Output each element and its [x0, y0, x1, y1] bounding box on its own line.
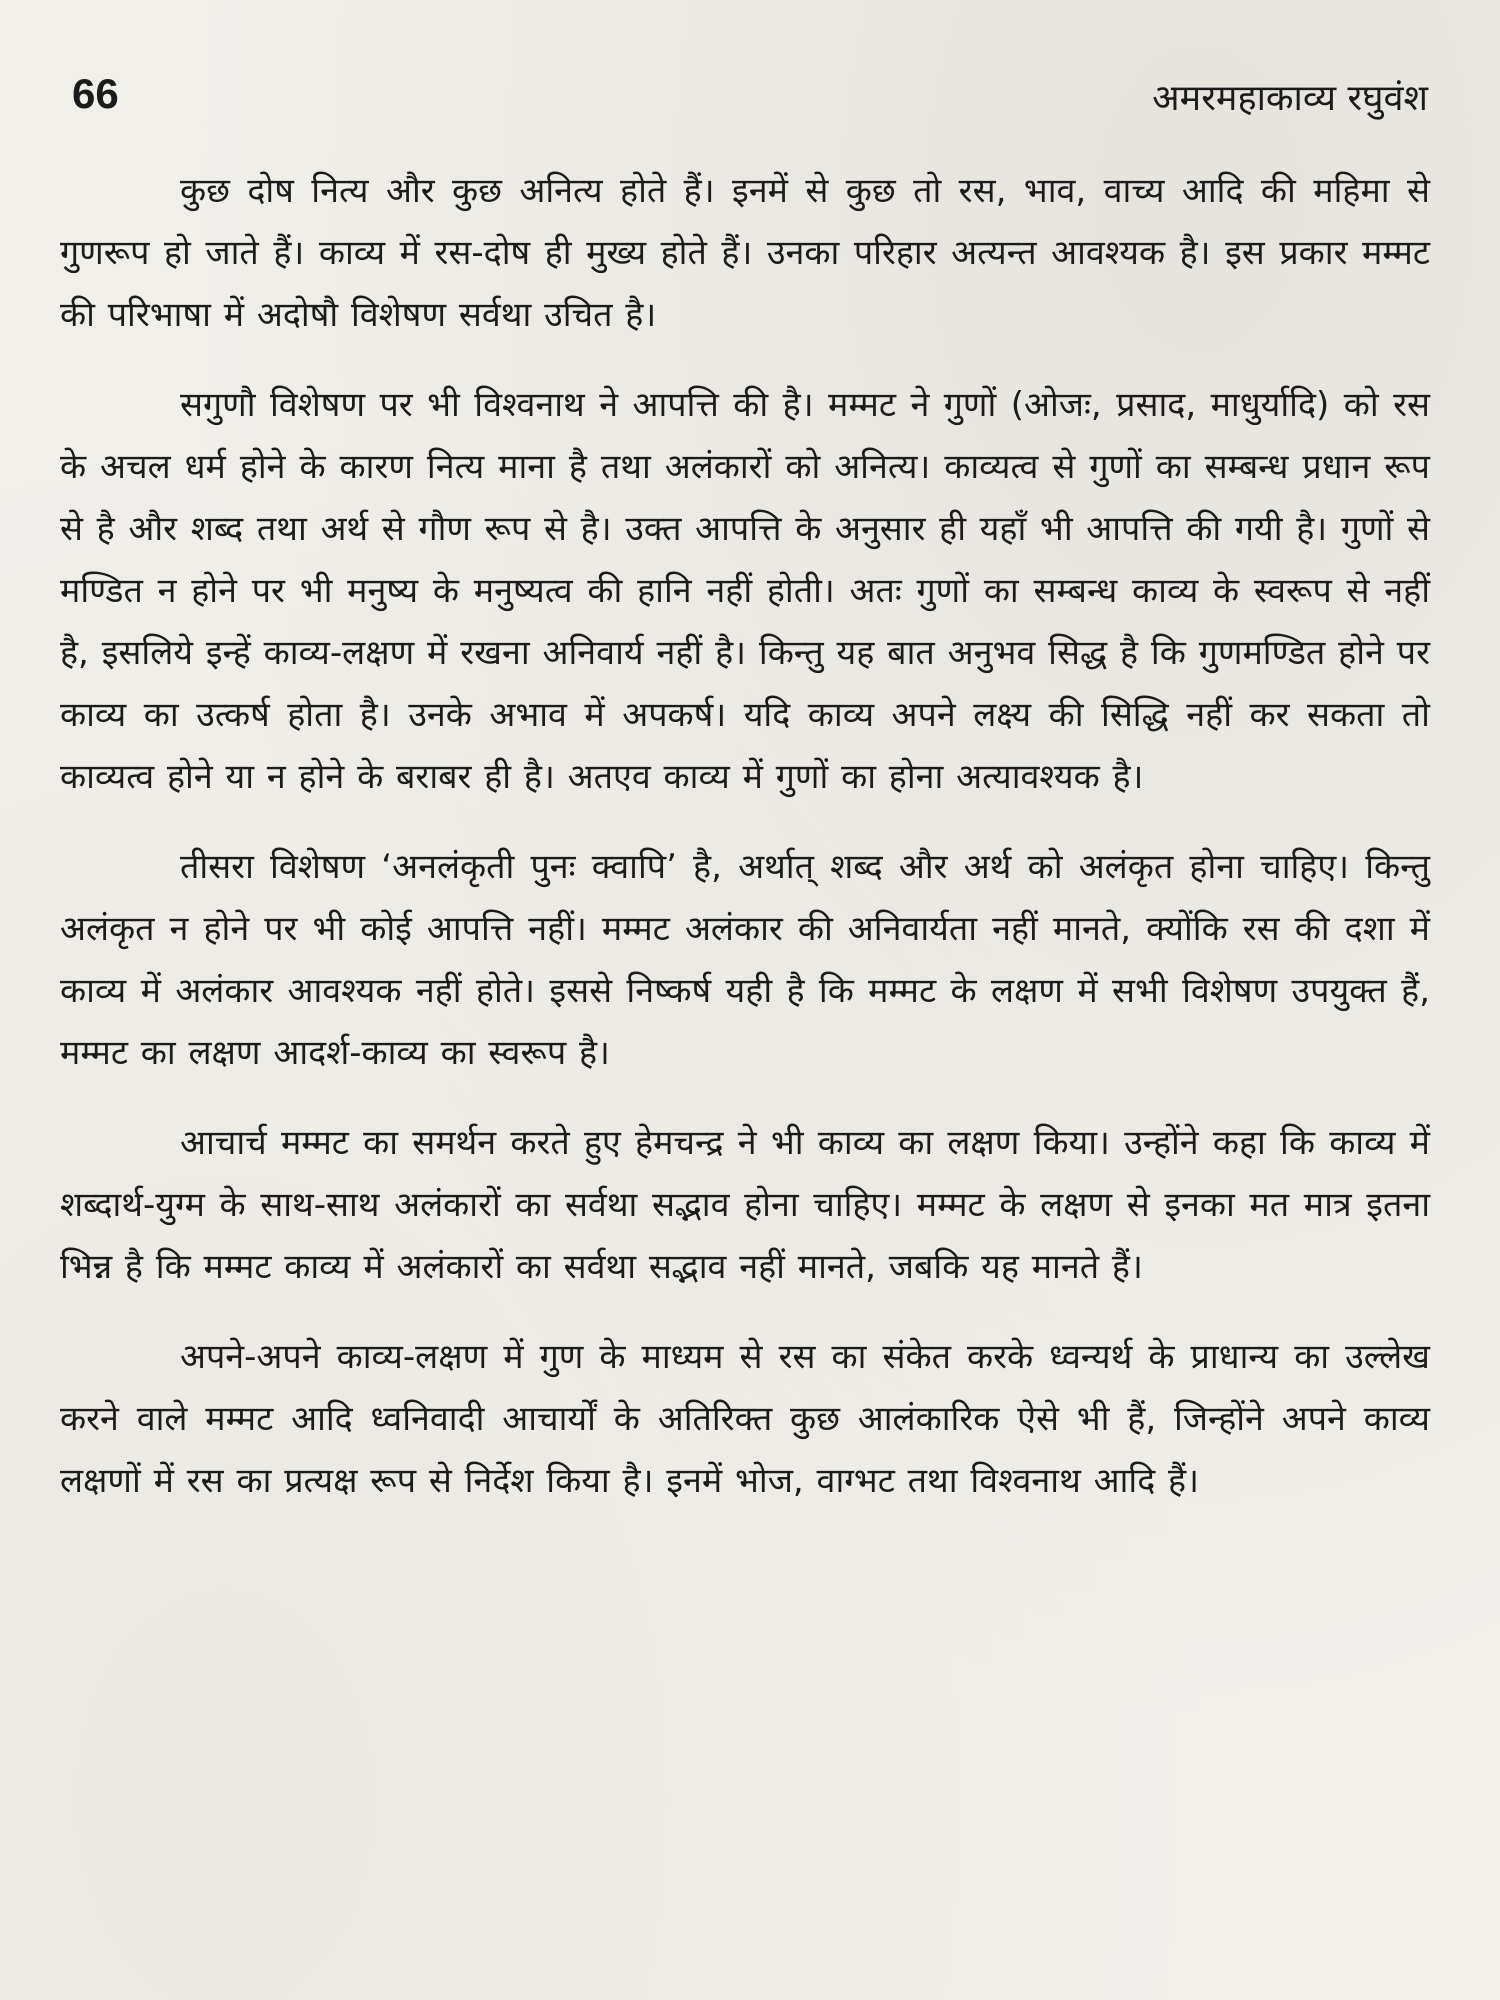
paragraph: सगुणौ विशेषण पर भी विश्वनाथ ने आपत्ति की है। मम्मट ने गुणों (ओजः, प्रसाद, माधुर्यादि) को रस के अचल धर्म होने के कारण नित्य माना है तथा अलंकारों को अनित्य। काव्यत्व से गुणों का सम्बन्ध प्रधान रूप से है और शब्द तथा अर्थ से गौण रूप से है। उक्त आपत्ति के अनुसार ही यहाँ भी आपत्ति की गयी है। गुणों से मण्डित न होने पर भी मनुष्य के मनुष्यत्व की हानि नहीं होती। अतः गुणों का सम्बन्ध काव्य के स्वरूप से नहीं है, इसलिये इन्हें काव्य-लक्षण में रखना अनिवार्य नहीं है। किन्तु यह बात अनुभव सिद्ध है कि गुणमण्डित होने पर काव्य का उत्कर्ष होता है। उनके अभाव में अपकर्ष। यदि काव्य अपने लक्ष्य की सिद्धि नहीं कर सकता तो काव्यत्व होने या न होने के बराबर ही है। अतएव काव्य में गुणों का होना अत्यावश्यक है।	[60, 385, 1430, 797]
paragraph: तीसरा विशेषण ‘अनलंकृती पुनः क्वापि’ है, अर्थात् शब्द और अर्थ को अलंकृत होना चाहिए। किन्तु अलंकृत न होने पर भी कोई आपत्ति नहीं। मम्मट अलंकार की अनिवार्यता नहीं मानते, क्योंकि रस की दशा में काव्य में अलंकार आवश्यक नहीं होते। इससे निष्कर्ष यही है कि मम्मट के लक्षण में सभी विशेषण उपयुक्त हैं, मम्मट का लक्षण आदर्श-काव्य का स्वरूप है।	[60, 847, 1430, 1073]
paragraph: आचार्च मम्मट का समर्थन करते हुए हेमचन्द्र ने भी काव्य का लक्षण किया। उन्होंने कहा कि काव्य में शब्दार्थ-युग्म के साथ-साथ अलंकारों का सर्वथा सद्भाव होना चाहिए। मम्मट के लक्षण से इनका मत मात्र इतना भिन्न है कि मम्मट काव्य में अलंकारों का सर्वथा सद्भाव नहीं मानते, जबकि यह मानते हैं।	[60, 1123, 1430, 1287]
page-header	[72, 70, 1428, 130]
paragraph: अपने-अपने काव्य-लक्षण में गुण के माध्यम से रस का संकेत करके ध्वन्यर्थ के प्राधान्य का उल्लेख करने वाले मम्मट आदि ध्वनिवादी आचार्यों के अतिरिक्त कुछ आलंकारिक ऐसे भी हैं, जिन्होंने अपने काव्य लक्षणों में रस का प्रत्यक्ष रूप से निर्देश किया है। इनमें भोज, वाग्भट तथा विश्वनाथ आदि हैं।	[60, 1337, 1430, 1501]
body-text	[60, 160, 1430, 1540]
page-number: 66	[72, 70, 119, 117]
running-title: अमरमहाकाव्य रघुवंश	[1152, 78, 1428, 119]
paragraph: कुछ दोष नित्य और कुछ अनित्य होते हैं। इनमें से कुछ तो रस, भाव, वाच्य आदि की महिमा से गुणरूप हो जाते हैं। काव्य में रस-दोष ही मुख्य होते हैं। उनका परिहार अत्यन्त आवश्यक है। इस प्रकार मम्मट की परिभाषा में अदोषौ विशेषण सर्वथा उचित है।	[60, 171, 1430, 335]
